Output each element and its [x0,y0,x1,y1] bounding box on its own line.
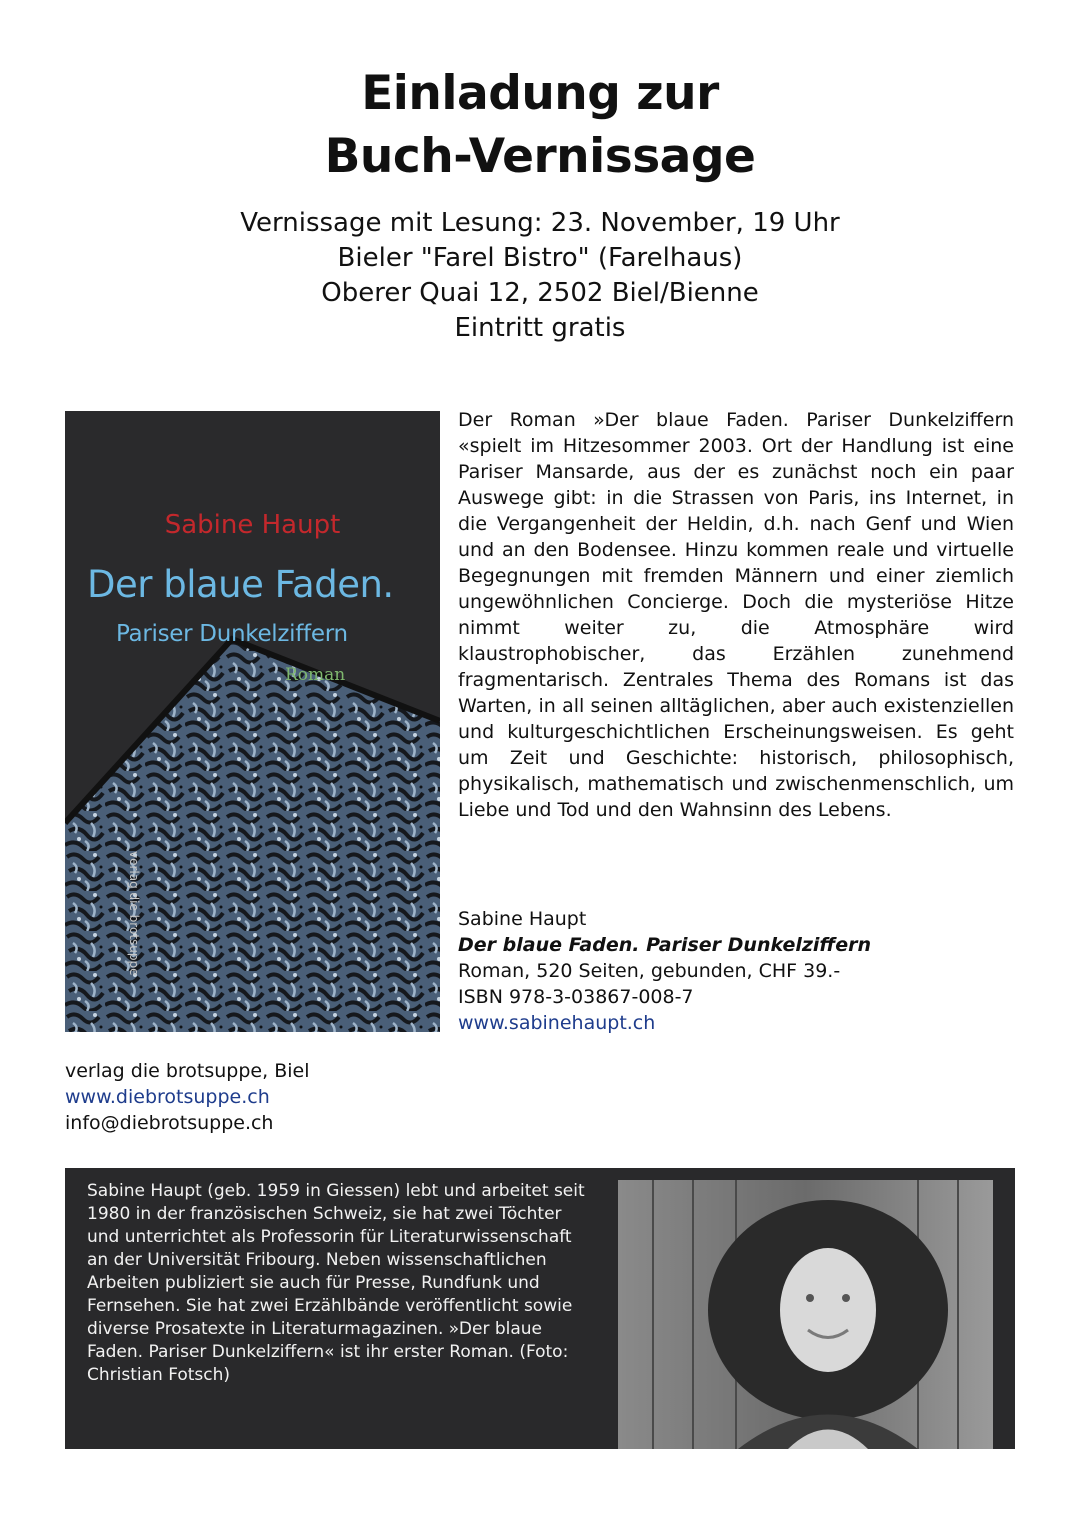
book-info-details: Roman, 520 Seiten, gebunden, CHF 39.- [458,960,841,982]
cover-publisher-spine: verlag die brotsuppe [127,851,141,976]
book-info-author: Sabine Haupt [458,908,587,930]
author-bio-text: Sabine Haupt (geb. 1959 in Giessen) lebt und arbeitet seit 1980 in der französischen Schweiz, sie hat zwei Töchter und unterrichtet als Professorin für Literaturwissenschaft an der Universität Fribourg. Neben wissenschaftlichen Arbeiten publiziert sie auch für Presse, Rundfunk und Fernsehen. Sie hat zwei Erzählbände veröffentlicht sowie diverse Prosatexte in Literaturmagazinen. »Der blaue Faden. Pariser Dunkelziffern« ist ihr erster Roman. (Foto: Christian Fotsch) [87,1181,585,1385]
event-venue: Bieler "Farel Bistro" (Farelhaus) [337,243,743,273]
author-website-link[interactable]: www.sabinehaupt.ch [458,1012,656,1034]
event-address: Oberer Quai 12, 2502 Biel/Bienne [321,278,759,308]
author-photo-image [618,1180,993,1449]
book-info-isbn: ISBN 978-3-03867-008-7 [458,986,694,1008]
book-info-title: Der blaue Faden. Pariser Dunkelziffern [458,934,872,956]
author-bio-box [65,1168,1015,1449]
author-photo [618,1180,993,1449]
title-line-2: Buch-Vernissage [324,129,756,184]
event-details [0,206,1080,346]
title-line-1: Einladung zur [361,66,719,121]
cover-genre: Roman [285,665,346,685]
event-date: Vernissage mit Lesung: 23. November, 19 Uhr [240,208,840,238]
book-description: Der Roman »Der blaue Faden. Pariser Dunkelziffern «spielt im Hitzesommer 2003. Ort der Handlung ist eine Pariser Mansarde, aus der es zunächst noch ein paar Auswege gibt: in die Strassen von Paris, ins Internet, in die Vergangenheit der Heldin, d.h. nach Genf und Wien und an den Bodensee. Hinzu kommen reale und virtuelle Begegnungen mit fremden Männern und einer ziemlich ungewöhnlichen Concierge. Doch die mysteriöse Hitze nimmt weiter zu, die Atmosphäre wird klaustrophobischer, das Erzählen zunehmend fragmentarisch. Zentrales Thema des Romans ist das Warten, in all seinen alltäglichen, aber auch existenziellen und kulturgeschichtlichen Erscheinungsweisen. Es geht um Zeit und Geschichte: historisch, philosophisch, physikalisch, mathematisch und zwischenmenschlich, um Liebe und Tod und den Wahnsinn des Lebens. [458,409,1014,821]
book-info [458,906,1014,1036]
cover-author: Sabine Haupt [164,510,341,540]
event-admission: Eintritt gratis [454,313,626,343]
publisher-name: verlag die brotsuppe, Biel [65,1060,310,1082]
publisher-website-link[interactable]: www.diebrotsuppe.ch [65,1086,270,1108]
page-title [0,62,1080,188]
publisher-info [65,1058,465,1136]
publisher-email[interactable]: info@diebrotsuppe.ch [65,1112,274,1134]
book-cover [65,411,440,1032]
cover-title: Der blaue Faden. [87,563,394,606]
cover-subtitle: Pariser Dunkelziffern [116,621,348,647]
cover-pattern-image [65,411,440,1032]
